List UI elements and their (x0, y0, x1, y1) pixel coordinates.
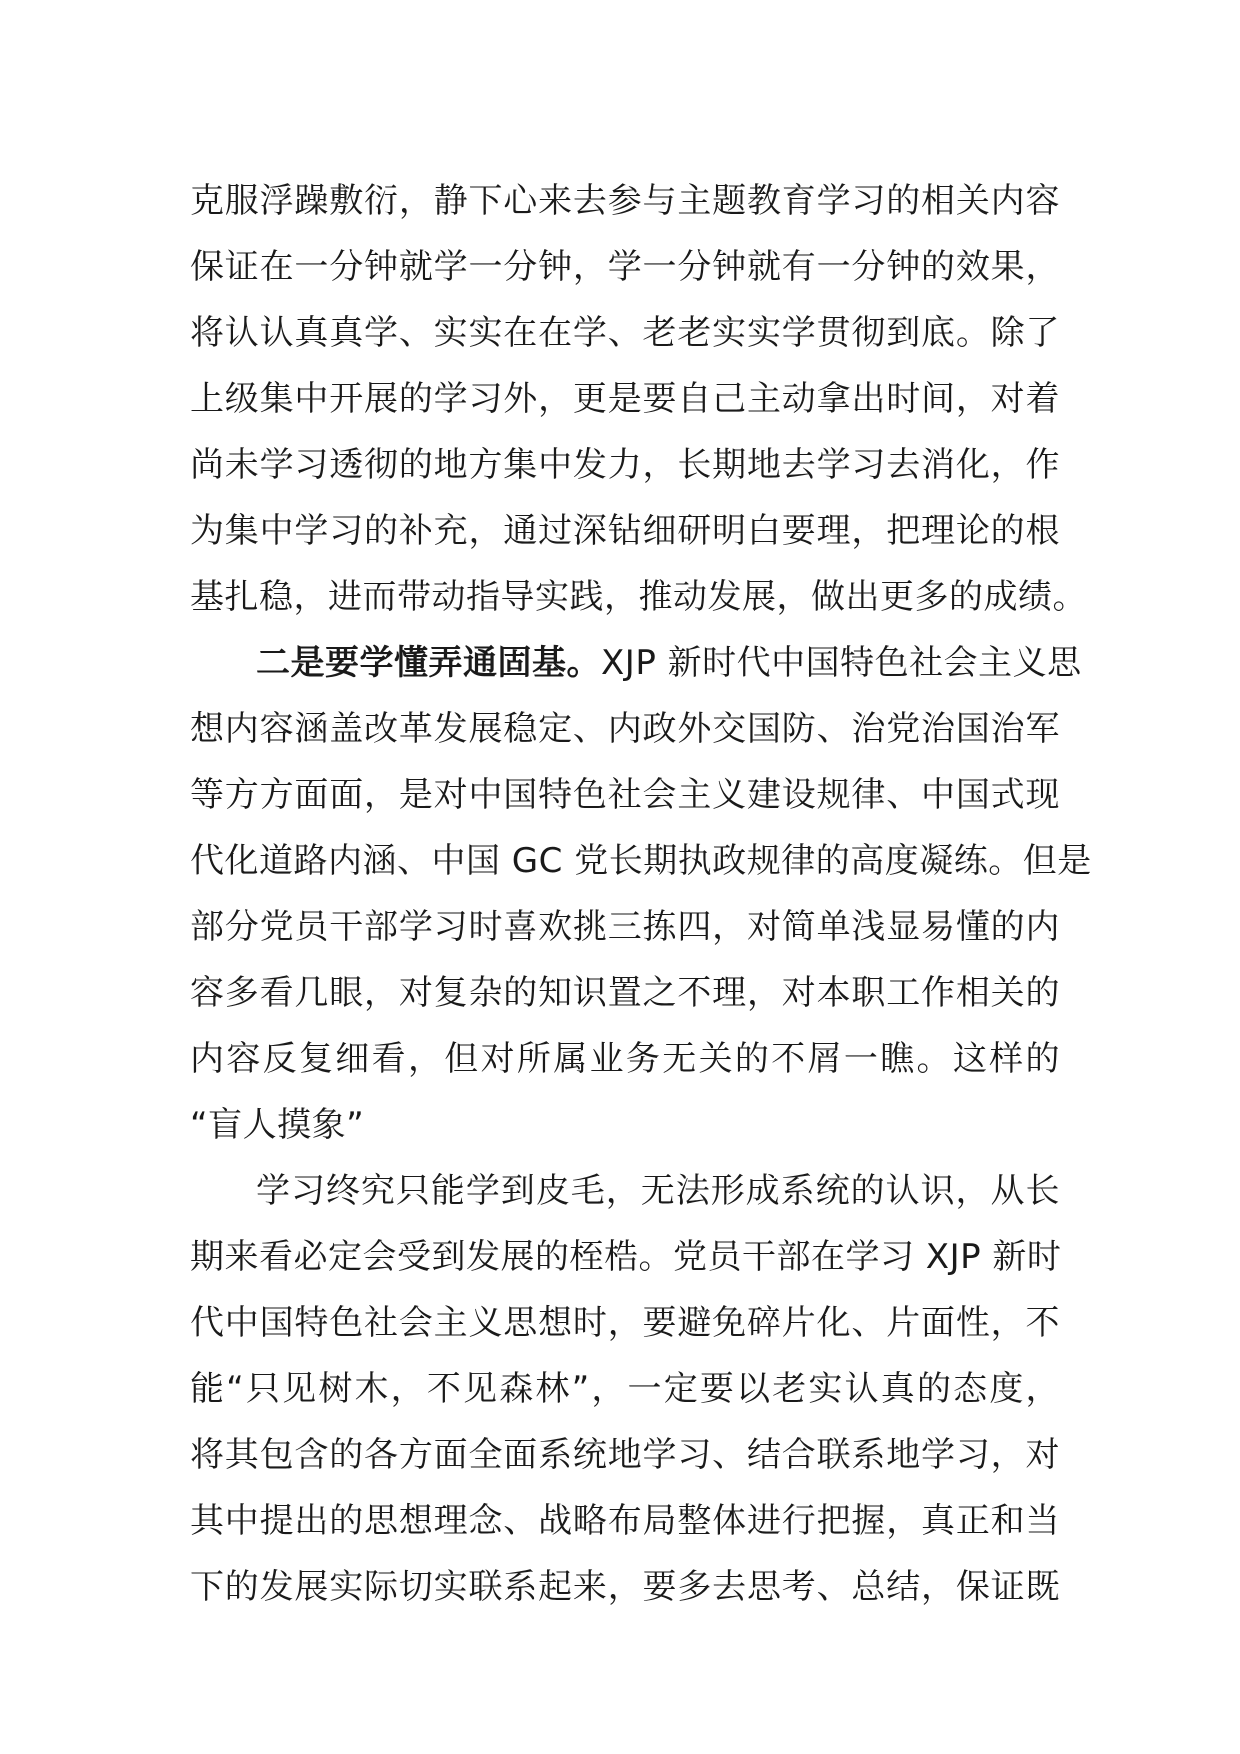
text-line: 内容反复细看，但对所属业务无关的不屑一瞧。这样的 (190, 1039, 1060, 1079)
text-line: 保证在一分钟就学一分钟，学一分钟就有一分钟的效果， (190, 247, 1060, 287)
text-line: 将认认真真学、实实在在学、老老实实学贯彻到底。除了 (190, 313, 1060, 353)
text-line: 上级集中开展的学习外，更是要自己主动拿出时间，对着 (190, 379, 1060, 419)
text-line: “盲人摸象” (190, 1105, 365, 1145)
paragraph-heading: 二是要学懂弄通固基。 (256, 643, 601, 683)
body-text (190, 168, 1092, 1620)
text-line: 克服浮躁敷衍，静下心来去参与主题教育学习的相关内容 (190, 181, 1060, 221)
text-line: 想内容涵盖改革发展稳定、内政外交国防、治党治国治军 (190, 709, 1060, 749)
text-line: 将其包含的各方面全面系统地学习、结合联系地学习，对 (190, 1435, 1060, 1475)
text-line: 下的发展实际切实联系起来，要多去思考、总结，保证既 (190, 1567, 1060, 1607)
text-line: 等方方面面，是对中国特色社会主义建设规律、中国式现 (190, 775, 1060, 815)
text-line: 能“只见树木，不见森林”，一定要以老实认真的态度， (190, 1369, 1060, 1409)
text-line: 尚未学习透彻的地方集中发力，长期地去学习去消化，作 (190, 445, 1060, 485)
text-line: 基扎稳，进而带动指导实践，推动发展，做出更多的成绩。 (190, 577, 1087, 617)
text-line: 代中国特色社会主义思想时，要避免碎片化、片面性，不 (190, 1303, 1060, 1343)
text-line: 容多看几眼，对复杂的知识置之不理，对本职工作相关的 (190, 973, 1060, 1013)
text-line: 其中提出的思想理念、战略布局整体进行把握，真正和当 (190, 1501, 1060, 1541)
paragraph-2-first-line (190, 630, 1082, 696)
text-line: 部分党员干部学习时喜欢挑三拣四，对简单浅显易懂的内 (190, 907, 1060, 947)
text-line-rest: XJP 新时代中国特色社会主义思 (601, 643, 1082, 683)
text-line: 代化道路内涵、中国 GC 党长期执政规律的高度凝练。但是 (190, 841, 1092, 881)
text-line: 期来看必定会受到发展的桎梏。党员干部在学习 XJP 新时 (190, 1237, 1062, 1277)
paragraph-3-first-line: 学习终究只能学到皮毛，无法形成系统的认识，从长 (256, 1171, 1060, 1211)
text-line: 为集中学习的补充，通过深钻细研明白要理，把理论的根 (190, 511, 1060, 551)
